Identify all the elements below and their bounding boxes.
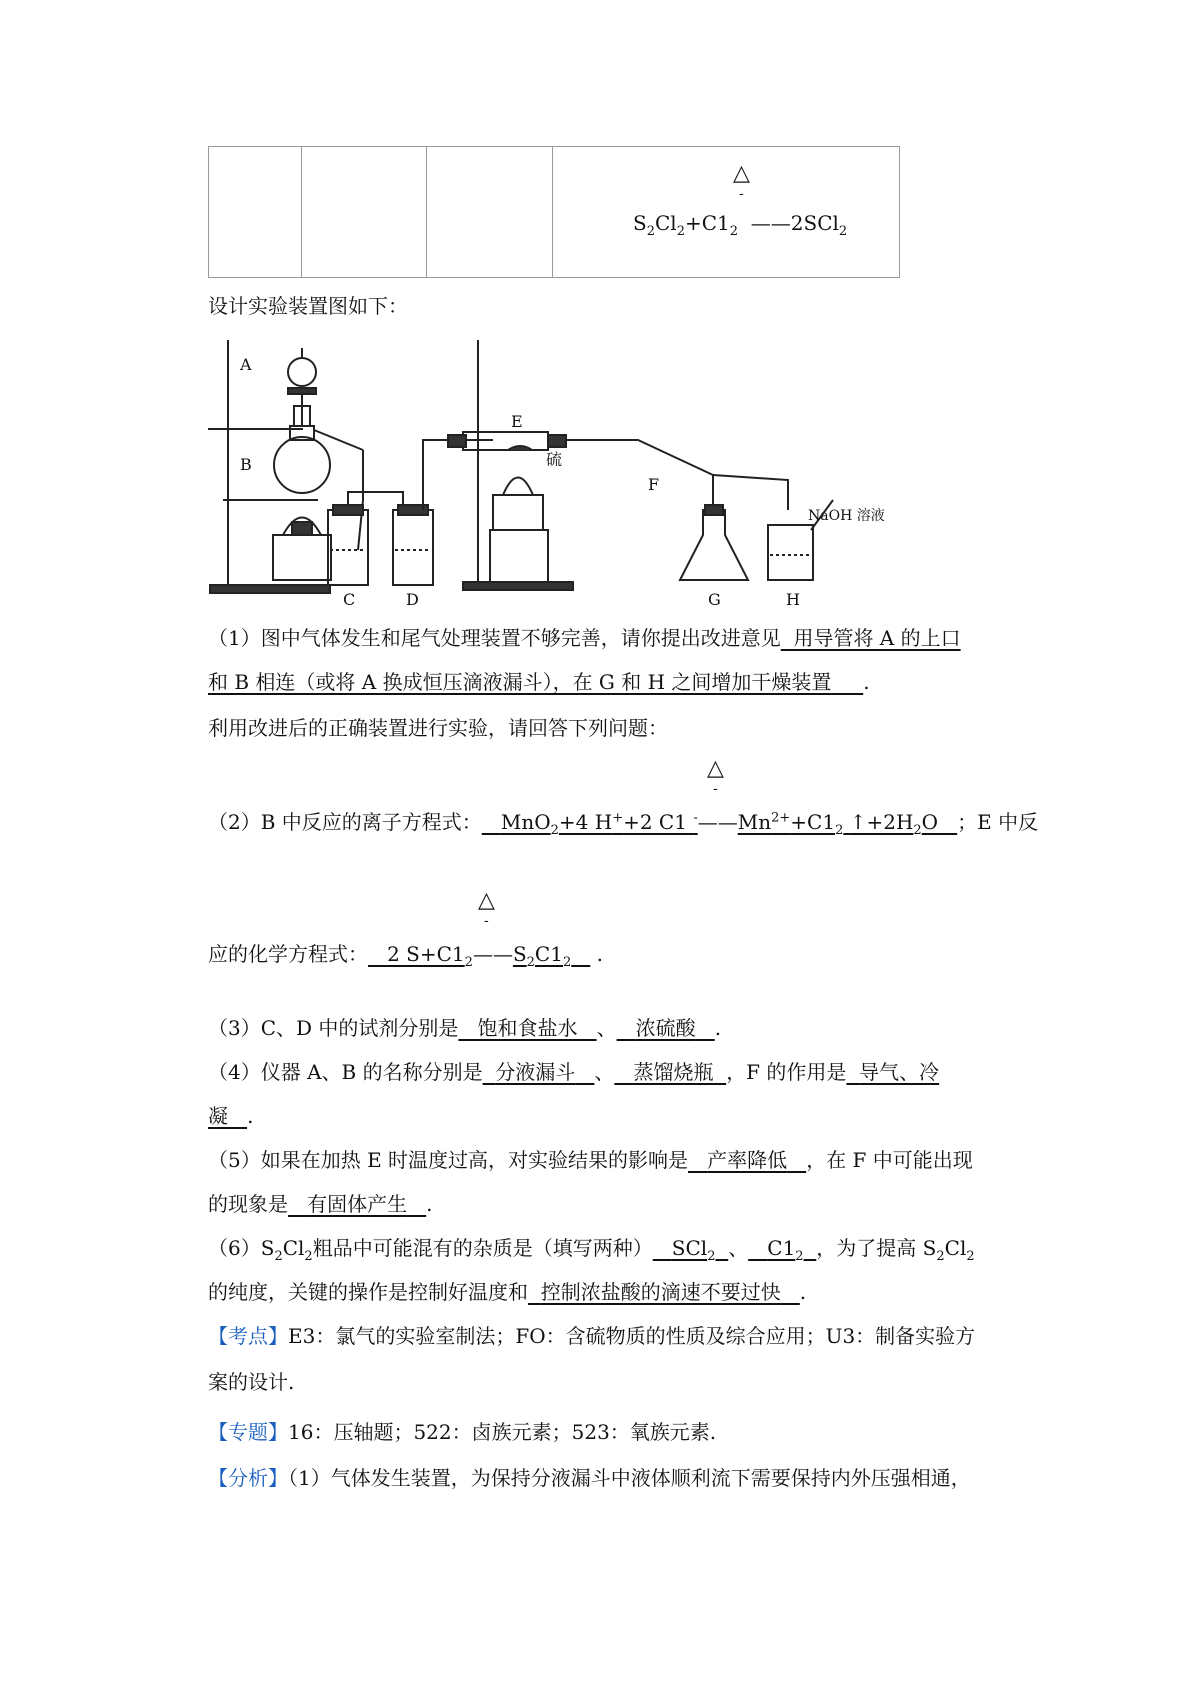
- label-sulfur: 硫: [546, 450, 563, 469]
- after-q1-text: 利用改进后的正确装置进行实验，请回答下列问题：: [208, 716, 668, 740]
- q1-line1: （1）图中气体发生和尾气处理装置不够完善，请你提出改进意见 用导管将 A 的上口: [208, 626, 961, 650]
- table-cell: [427, 147, 553, 278]
- q2-line1: （2）B 中反应的离子方程式： MnO$_2$+4 H++2 C1 $^-——Mn^{2+}+C1_2$ $↑+2H_2O$ ；E 中反: [208, 810, 1039, 838]
- heat-bar: -: [484, 913, 489, 929]
- zhuanti-line: 【专题】16：压轴题；522：卤族元素；523：氧族元素.: [208, 1420, 717, 1444]
- label-F: F: [648, 475, 660, 494]
- q4-answer-1: 分液漏斗: [495, 1060, 576, 1084]
- q3-answer-1: 饱和食盐水: [477, 1016, 578, 1040]
- apparatus-diagram: [208, 330, 958, 610]
- fenxi-line: 【分析】（1）气体发生装置，为保持分液漏斗中液体顺利流下需要保持内外压强相通，: [208, 1466, 971, 1490]
- q6-answer-2: $C1_2$: [767, 1236, 804, 1264]
- table-cell: [209, 147, 302, 278]
- kaodian-line2: 案的设计.: [208, 1370, 295, 1394]
- q4-answer-3: 导气、冷: [859, 1060, 940, 1084]
- intro-text: 设计实验装置图如下：: [208, 294, 408, 318]
- q2-line2: 应的化学方程式： 2 $S+C1_2——S_2C1_2$ .: [208, 942, 604, 970]
- q6-answer-1: SCl$_2$: [671, 1236, 716, 1264]
- q2-ionic-equation: MnO$_2$+4 H++2 C1 -: [500, 810, 698, 838]
- q4-line1: （4）仪器 A、B 的名称分别是 分液漏斗 、 蒸馏烧瓶 ，F 的作用是 导气、冷: [208, 1060, 940, 1084]
- table-equation: $S_2Cl_2+C1_2$ ——2SCl$_2$: [633, 211, 848, 239]
- label-A: A: [240, 355, 252, 374]
- q3-answer-2: 浓硫酸: [635, 1016, 696, 1040]
- label-B: B: [240, 455, 252, 474]
- reaction-table: [208, 146, 900, 278]
- q5-answer-2: 有固体产生: [307, 1192, 408, 1216]
- label-D: D: [406, 590, 419, 609]
- q6-line1: $(6)S_2Cl_2$粗品中可能混有的杂质是（填写两种） SCl$_2$ 、 $C1_2$ ，为了提高 $S_2Cl_2$: [208, 1236, 975, 1264]
- kaodian-line1: 【考点】E3：氯气的实验室制法；FO：含硫物质的性质及综合应用；U3：制备实验方: [208, 1324, 976, 1348]
- q1-line2: 和 B 相连（或将 A 换成恒压滴液漏斗），在 G 和 H 之间增加干燥装置 .: [208, 670, 870, 694]
- table-cell: [302, 147, 427, 278]
- label-H: H: [786, 590, 800, 609]
- heat-bar: -: [739, 186, 744, 202]
- q1-answer-part2: 和 B 相连（或将 A 换成恒压滴液漏斗），在 G 和 H 之间增加干燥装置: [208, 670, 832, 694]
- label-C: C: [343, 590, 356, 609]
- fenxi-tag: 【分析】: [208, 1466, 288, 1490]
- heat-triangle: △: [707, 756, 724, 781]
- heat-triangle: △: [733, 161, 750, 186]
- q2-chem-equation: 2 $S+C1_2$: [387, 942, 473, 970]
- kaodian-tag: 【考点】: [208, 1324, 288, 1348]
- q6-line2: 的纯度，关键的操作是控制好温度和 控制浓盐酸的滴速不要过快 .: [208, 1280, 807, 1304]
- q6-answer-3: 控制浓盐酸的滴速不要过快: [540, 1280, 781, 1304]
- heat-triangle: △: [478, 888, 495, 913]
- label-E: E: [511, 412, 523, 431]
- q4-answer-2: 蒸馏烧瓶: [633, 1060, 714, 1084]
- label-naoh: NaOH 溶液: [808, 508, 885, 524]
- heat-bar: -: [713, 781, 718, 797]
- q5-answer-1: 产率降低: [707, 1148, 788, 1172]
- q1-answer-part1: 用导管将 A 的上口: [793, 626, 961, 650]
- q5-line1: （5）如果在加热 E 时温度过高，对实验结果的影响是 产率降低 ，在 F 中可能出现: [208, 1148, 973, 1172]
- q5-line2: 的现象是 有固体产生 .: [208, 1192, 433, 1216]
- q4-line2: 凝 .: [208, 1104, 254, 1128]
- zhuanti-tag: 【专题】: [208, 1420, 288, 1444]
- q3-line: （3）C、D 中的试剂分别是 饱和食盐水 、 浓硫酸 .: [208, 1016, 722, 1040]
- table-cell-equation: [553, 147, 900, 278]
- label-G: G: [708, 590, 721, 609]
